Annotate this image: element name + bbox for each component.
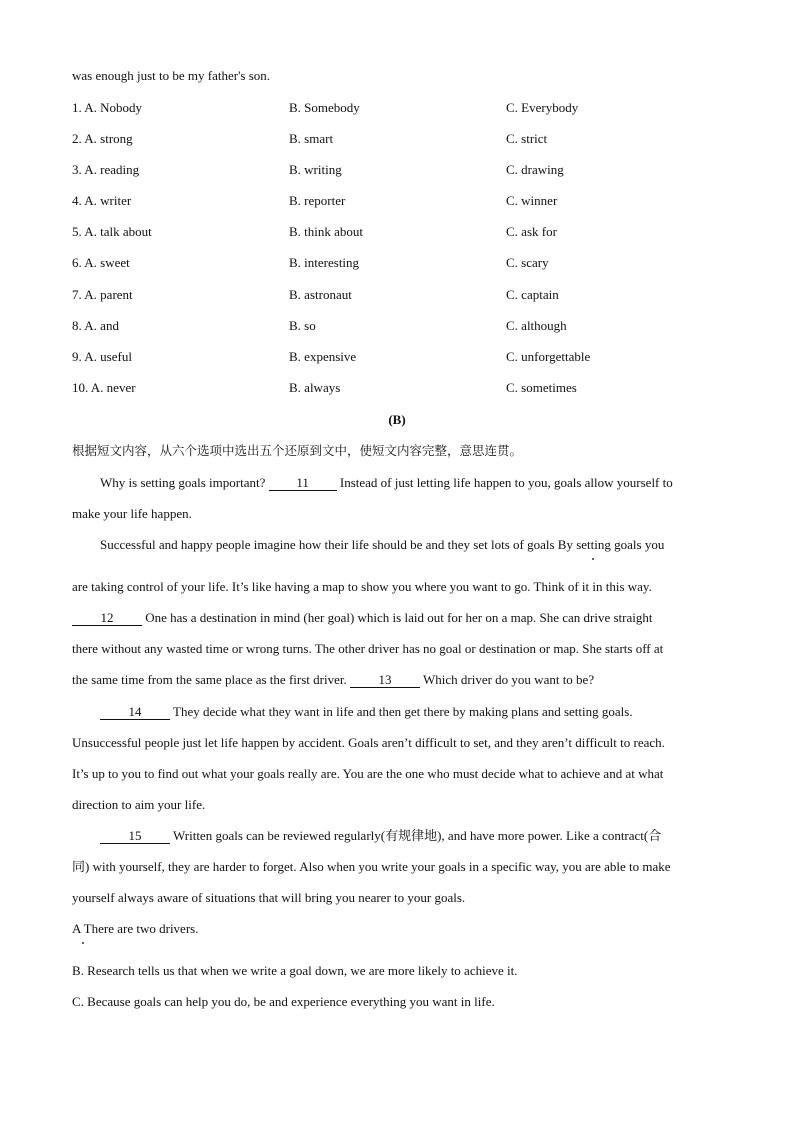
option-b: B. astronaut xyxy=(289,287,352,302)
paragraph-4-line-1 xyxy=(100,828,661,844)
choice-b: B. Research tells us that when we write a goal down, we are more likely to achieve it. xyxy=(72,963,518,978)
paragraph-3-line-2: Unsuccessful people just let life happen by accident. Goals aren’t difficult to set, and they aren’t difficult to reach. xyxy=(72,735,665,750)
paragraph-3-line-3: It’s up to you to find out what your goals really are. You are the one who must decide what to achieve and at what xyxy=(72,766,664,781)
text: Instead of just letting life happen to you, goals allow yourself to xyxy=(336,475,673,490)
paragraph-2-line-4: there without any wasted time or wrong turns. The other driver has no goal or destination or map. She starts off at xyxy=(72,641,664,656)
option-a: 1. A. Nobody xyxy=(72,100,143,115)
paragraph-3-line-4: direction to aim your life. xyxy=(72,797,206,812)
option-c: C. winner xyxy=(506,193,558,208)
option-b: B. expensive xyxy=(289,349,357,364)
paragraph-2-line-5 xyxy=(72,672,594,688)
answer-blank-12: 12 xyxy=(72,611,142,626)
option-a: 4. A. writer xyxy=(72,193,132,208)
option-a: 5. A. talk about xyxy=(72,224,152,239)
paragraph-2-line-2: are taking control of your life. It’s like having a map to show you where you want to go. Think of it in this way. xyxy=(72,579,652,594)
text: Why is setting goals important? xyxy=(100,475,269,490)
option-a: 3. A. reading xyxy=(72,162,140,177)
option-c: C. Everybody xyxy=(506,100,579,115)
paragraph-4-line-3: yourself always aware of situations that will bring you nearer to your goals. xyxy=(72,890,466,905)
option-a: 6. A. sweet xyxy=(72,255,130,270)
option-b: B. so xyxy=(289,318,316,333)
text: Which driver do you want to be? xyxy=(419,672,595,687)
answer-blank-14: 14 xyxy=(100,705,170,720)
option-a: 2. A. strong xyxy=(72,131,133,146)
option-b: B. smart xyxy=(289,131,334,146)
task-instruction: 根据短文内容，从六个选项中选出五个还原到文中，使短文内容完整，意思连贯。 xyxy=(72,443,523,458)
option-a: 7. A. parent xyxy=(72,287,133,302)
text: One has a destination in mind (her goal) which is laid out for her on a map. She can drive straight xyxy=(142,610,653,625)
option-a: 8. A. and xyxy=(72,318,119,333)
option-b: B. always xyxy=(289,380,341,395)
option-c: C. strict xyxy=(506,131,548,146)
option-c: C. ask for xyxy=(506,224,557,239)
option-b: B. reporter xyxy=(289,193,346,208)
text: the same time from the same place as the first driver. xyxy=(72,672,350,687)
option-c: C. scary xyxy=(506,255,549,270)
paragraph-1-line-1 xyxy=(100,475,673,491)
option-a: 9. A. useful xyxy=(72,349,132,364)
paragraph-3-line-1 xyxy=(100,704,633,720)
answer-blank-11: 11 xyxy=(269,476,337,491)
option-c: C. captain xyxy=(506,287,559,302)
option-c: C. drawing xyxy=(506,162,564,177)
paragraph-1-line-2: make your life happen. xyxy=(72,506,192,521)
text: Written goals can be reviewed regularly(有规律地), and have more power. Like a contract(合 xyxy=(170,828,662,843)
option-b: B. Somebody xyxy=(289,100,360,115)
option-a: 10. A. never xyxy=(72,380,136,395)
option-b: B. think about xyxy=(289,224,364,239)
stray-dot xyxy=(592,558,594,560)
answer-blank-15: 15 xyxy=(100,829,170,844)
option-c: C. although xyxy=(506,318,567,333)
answer-blank-13: 13 xyxy=(350,673,420,688)
text: They decide what they want in life and then get there by making plans and setting goals. xyxy=(170,704,633,719)
section-heading: (B) xyxy=(388,412,406,427)
choice-a: A There are two drivers. xyxy=(72,921,199,936)
intro-ending-line: was enough just to be my father's son. xyxy=(72,68,271,83)
paragraph-4-line-2: 同) with yourself, they are harder to forget. Also when you write your goals in a specific way, you are able to make xyxy=(72,859,671,874)
option-b: B. interesting xyxy=(289,255,360,270)
choice-c: C. Because goals can help you do, be and experience everything you want in life. xyxy=(72,994,495,1009)
option-c: C. unforgettable xyxy=(506,349,591,364)
paragraph-2-line-1: Successful and happy people imagine how their life should be and they set lots of goals By setting goals you xyxy=(100,537,665,552)
paragraph-2-line-3 xyxy=(72,610,652,626)
option-b: B. writing xyxy=(289,162,342,177)
stray-dot xyxy=(82,942,84,944)
option-c: C. sometimes xyxy=(506,380,577,395)
